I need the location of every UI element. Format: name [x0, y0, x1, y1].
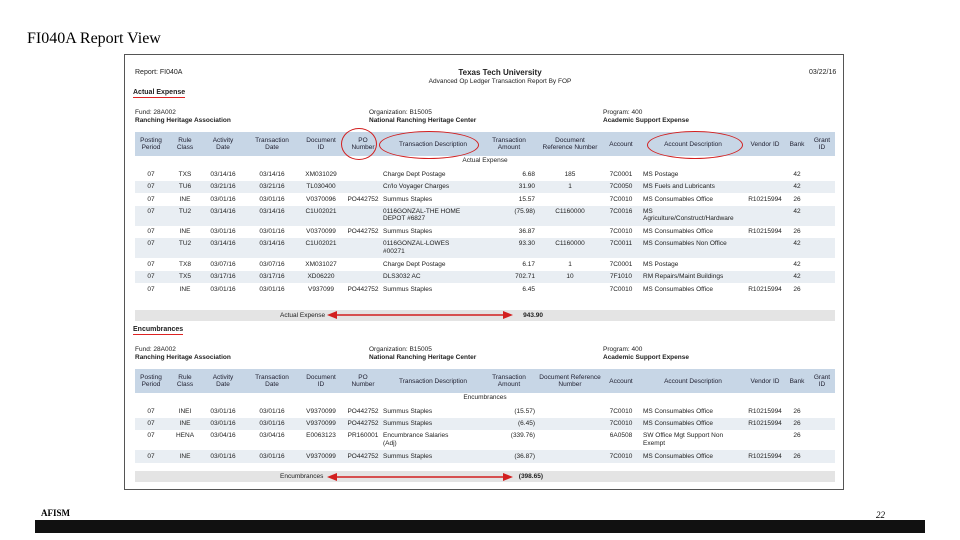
enc-program: Program: 400 — [603, 346, 643, 353]
cell-activity-date: 03/01/16 — [210, 285, 236, 293]
cell-transaction-date: 03/01/16 — [259, 420, 285, 427]
cell-po-number: PO442752 — [347, 420, 379, 427]
cell-bank: 26 — [793, 285, 801, 293]
cell-account: 7C0010 — [609, 228, 633, 235]
header-po-number: PO Number — [351, 137, 375, 151]
cell-bank: 42 — [793, 240, 801, 247]
report-subtitle: Advanced Op Ledger Transaction Report By FOP — [428, 78, 572, 85]
header-transaction-date: Transaction Date — [255, 137, 289, 151]
cell-document-reference: 185 — [564, 170, 576, 178]
report-id: Report: FI040A — [135, 69, 183, 76]
cell-activity-date: 03/04/16 — [210, 432, 236, 439]
table-row — [135, 206, 835, 226]
cell-document-id: TL030400 — [306, 183, 336, 190]
header-transaction-amount: Transaction Amount — [492, 374, 526, 388]
header-transaction-description: Transaction Description — [398, 140, 468, 148]
account-description-annotation-oval — [647, 131, 743, 159]
cell-activity-date: 03/01/16 — [210, 452, 236, 460]
cell-bank: 26 — [793, 420, 801, 427]
cell-account-description: MS Consumables Office — [643, 407, 713, 415]
cell-posting-period: 07 — [147, 170, 155, 178]
header-activity-date: Activity Date — [212, 374, 234, 388]
header-document-id: Document ID — [306, 374, 336, 388]
cell-vendor-id: R10215994 — [748, 285, 782, 293]
header-bank: Bank — [789, 140, 805, 148]
cell-vendor-id: R10215994 — [748, 228, 782, 235]
header-rule-class: Rule Class — [176, 137, 194, 151]
cell-transaction-amount: 6.68 — [522, 170, 535, 178]
cell-transaction-amount: (36.87) — [514, 452, 535, 460]
header-account: Account — [609, 377, 633, 385]
cell-posting-period: 07 — [147, 207, 155, 215]
po-number-annotation-oval — [341, 128, 377, 160]
table-row — [135, 168, 835, 181]
enc-program-name: Academic Support Expense — [603, 354, 689, 361]
cell-transaction-description: Summus Staples — [383, 195, 433, 203]
cell-account-description: MS Consumables Office — [643, 452, 713, 460]
cell-account-description: MS Consumables Non Office — [643, 240, 727, 247]
cell-rule-class: TXS — [178, 170, 192, 178]
header-account-description: Account Description — [664, 140, 722, 148]
cell-document-id: C1U02021 — [305, 207, 337, 215]
actual-total-value: 943.90 — [523, 312, 543, 319]
cell-transaction-date: 03/17/16 — [259, 273, 285, 280]
cell-account: 7C0011 — [609, 240, 633, 247]
cell-posting-period: 07 — [147, 183, 155, 190]
actual-total-label: Actual Expense — [280, 312, 326, 319]
cell-transaction-description: Summus Staples — [383, 420, 433, 427]
report-university: Texas Tech University — [458, 68, 542, 77]
cell-transaction-description: Charge Dept Postage — [383, 260, 446, 268]
table-row — [135, 418, 835, 431]
cell-transaction-amount: 15.57 — [518, 195, 535, 203]
cell-transaction-date: 03/01/16 — [259, 285, 285, 293]
cell-account-description: MS Consumables Office — [643, 195, 713, 203]
table-row — [135, 405, 835, 418]
cell-document-reference: C1160000 — [555, 207, 585, 215]
actual-subheader: Actual Expense — [462, 157, 508, 164]
cell-transaction-amount: 6.17 — [522, 260, 535, 268]
cell-posting-period: 07 — [147, 240, 155, 247]
table-row — [135, 181, 835, 194]
cell-po-number: PO442752 — [347, 452, 379, 460]
cell-activity-date: 03/01/16 — [210, 195, 236, 203]
cell-posting-period: 07 — [147, 260, 155, 268]
cell-transaction-description: Summus Staples — [383, 407, 433, 415]
cell-account: 7C0010 — [609, 407, 633, 415]
cell-document-id: V0370099 — [306, 228, 336, 235]
table-row — [135, 283, 835, 296]
cell-transaction-description: Summus Staples — [383, 285, 433, 293]
cell-document-id: XD06220 — [307, 273, 335, 280]
cell-account-description: MS Consumables Office — [643, 228, 713, 235]
cell-bank: 42 — [793, 207, 801, 215]
actual-fund-name: Ranching Heritage Association — [135, 117, 231, 124]
actual-program-name: Academic Support Expense — [603, 117, 689, 124]
cell-transaction-amount: (75.98) — [514, 207, 535, 215]
cell-account-description: MS Postage — [643, 260, 679, 268]
enc-fund-name: Ranching Heritage Association — [135, 354, 231, 361]
header-document-id: Document ID — [306, 137, 336, 151]
actual-org: Organization: B15005 — [369, 109, 432, 116]
cell-po-number: PO442752 — [347, 285, 379, 293]
cell-account: 7C0016 — [609, 207, 633, 215]
cell-document-id: V937099 — [307, 285, 335, 293]
enc-subheader: Encumbrances — [463, 394, 507, 401]
cell-transaction-amount: 6.45 — [522, 285, 535, 293]
footer-bar — [35, 520, 925, 533]
header-posting-period: Posting Period — [140, 137, 162, 151]
cell-account: 7C0010 — [609, 452, 633, 460]
cell-account-description: MS Fuels and Lubricants — [643, 183, 715, 190]
cell-bank: 26 — [793, 195, 801, 203]
encumbrances-section-label: Encumbrances — [133, 326, 184, 333]
cell-transaction-date: 03/04/16 — [259, 432, 285, 439]
cell-rule-class: TX5 — [179, 273, 191, 280]
header-transaction-amount: Transaction Amount — [492, 137, 526, 151]
cell-bank: 26 — [793, 432, 801, 439]
report-date: 03/22/16 — [809, 69, 837, 76]
cell-document-reference: 1 — [568, 183, 572, 190]
cell-transaction-amount: (339.76) — [510, 432, 535, 439]
cell-rule-class: INE — [179, 285, 191, 293]
cell-transaction-date: 03/01/16 — [259, 407, 285, 415]
page-number: 22 — [876, 510, 885, 520]
cell-vendor-id: R10215994 — [748, 407, 782, 415]
report-screenshot — [124, 54, 844, 490]
cell-transaction-description: Encumbrance Salaries (Adj) — [383, 432, 449, 447]
table-row — [135, 238, 835, 258]
cell-document-reference: 1 — [568, 260, 572, 268]
header-activity-date: Activity Date — [212, 137, 234, 151]
header-grant-id: Grant ID — [813, 137, 831, 151]
header-vendor-id: Vendor ID — [750, 377, 780, 385]
header-po-number: PO Number — [351, 374, 375, 388]
cell-posting-period: 07 — [147, 273, 155, 280]
cell-transaction-date: 03/07/16 — [259, 260, 285, 268]
cell-transaction-description: Cr/Io Voyager Charges — [383, 183, 450, 190]
cell-document-id: V0370096 — [306, 195, 336, 203]
cell-account-description: MS Consumables Office — [643, 285, 713, 293]
cell-account: 7C0050 — [609, 183, 633, 190]
cell-rule-class: HENA — [175, 432, 195, 439]
cell-rule-class: TX8 — [179, 260, 191, 268]
cell-posting-period: 07 — [147, 420, 155, 427]
cell-po-number: PO442752 — [347, 407, 379, 415]
cell-transaction-date: 03/01/16 — [259, 195, 285, 203]
cell-rule-class: TU2 — [178, 240, 192, 247]
cell-account-description: MS Postage — [643, 170, 679, 178]
cell-activity-date: 03/07/16 — [210, 260, 236, 268]
cell-activity-date: 03/21/16 — [210, 183, 236, 190]
cell-account-description: MS Consumables Office — [643, 420, 713, 427]
cell-account: 7C0010 — [609, 285, 633, 293]
cell-posting-period: 07 — [147, 452, 155, 460]
cell-transaction-description: 0116GONZAL-LOWES #00271 — [383, 240, 450, 255]
cell-vendor-id: R10215994 — [748, 420, 782, 427]
table-row — [135, 226, 835, 239]
cell-posting-period: 07 — [147, 195, 155, 203]
cell-transaction-description: Charge Dept Postage — [383, 170, 446, 178]
table-row — [135, 258, 835, 271]
cell-transaction-description: 0116GONZAL-THE HOME DEPOT #6827 — [383, 207, 461, 222]
cell-transaction-description: DLS3032 AC — [383, 273, 421, 280]
cell-vendor-id: R10215994 — [748, 452, 782, 460]
cell-account: 7C0010 — [609, 195, 633, 203]
cell-transaction-amount: 702.71 — [515, 273, 535, 280]
cell-transaction-amount: (15.57) — [514, 407, 535, 415]
table-row — [135, 271, 835, 284]
cell-transaction-date: 03/14/16 — [259, 240, 285, 247]
cell-transaction-amount: 93.30 — [518, 240, 535, 247]
cell-transaction-date: 03/21/16 — [259, 183, 285, 190]
cell-activity-date: 03/01/16 — [210, 420, 236, 427]
cell-po-number: PO442752 — [347, 228, 379, 235]
cell-document-reference: C1160000 — [555, 240, 585, 247]
cell-rule-class: INEI — [178, 407, 192, 415]
cell-po-number: PR160001 — [347, 432, 379, 439]
header-bank: Bank — [789, 377, 805, 385]
cell-rule-class: INE — [179, 195, 191, 203]
cell-account: 7C0010 — [609, 420, 633, 427]
actual-org-name: National Ranching Heritage Center — [369, 117, 477, 124]
header-posting-period: Posting Period — [140, 374, 162, 388]
cell-bank: 42 — [793, 273, 801, 280]
enc-table-header — [135, 369, 835, 393]
cell-account-description: RM Repairs/Maint Buildings — [643, 273, 724, 280]
cell-transaction-date: 03/14/16 — [259, 207, 285, 215]
cell-activity-date: 03/14/16 — [210, 170, 236, 178]
header-document-reference: Document Reference Number — [539, 374, 601, 388]
cell-account-description: MS Agriculture/Construct/Hardware — [643, 207, 734, 222]
cell-document-id: V9370099 — [306, 420, 336, 427]
cell-bank: 42 — [793, 183, 801, 190]
cell-transaction-amount: 36.87 — [518, 228, 535, 235]
cell-bank: 26 — [793, 228, 801, 235]
footer-left-label: AFISM — [41, 508, 70, 518]
cell-bank: 42 — [793, 170, 801, 178]
enc-org-name: National Ranching Heritage Center — [369, 354, 477, 361]
cell-bank: 26 — [793, 452, 801, 460]
actual-fund: Fund: 28A002 — [135, 109, 176, 116]
header-document-reference: Document Reference Number — [542, 137, 598, 151]
cell-transaction-amount: (6.45) — [518, 420, 535, 427]
enc-total-value: (398.65) — [518, 473, 543, 480]
cell-transaction-date: 03/01/16 — [259, 452, 285, 460]
cell-activity-date: 03/14/16 — [210, 207, 236, 215]
header-rule-class: Rule Class — [176, 374, 194, 388]
cell-rule-class: TU2 — [178, 207, 192, 215]
cell-document-id: C1U02021 — [305, 240, 337, 247]
enc-total-arrow — [325, 471, 515, 483]
cell-posting-period: 07 — [147, 228, 155, 235]
cell-rule-class: INE — [179, 228, 191, 235]
header-transaction-description: Transaction Description — [398, 377, 468, 385]
cell-activity-date: 03/01/16 — [210, 228, 236, 235]
cell-transaction-date: 03/14/16 — [259, 170, 285, 178]
cell-bank: 42 — [793, 260, 801, 268]
transaction-description-annotation-oval — [379, 131, 479, 159]
cell-transaction-description: Summus Staples — [383, 228, 433, 235]
table-row — [135, 450, 835, 463]
cell-document-reference: 10 — [566, 273, 574, 280]
actual-section-label: Actual Expense — [133, 89, 186, 96]
cell-document-id: V9370099 — [306, 407, 336, 415]
cell-account-description: SW Office Mgt Support Non Exempt — [643, 432, 724, 447]
cell-document-id: XM031027 — [305, 260, 337, 268]
actual-total-arrow — [325, 309, 515, 321]
enc-total-label: Encumbrances — [280, 473, 324, 480]
cell-activity-date: 03/14/16 — [210, 240, 236, 247]
header-account-description: Account Description — [664, 377, 722, 385]
cell-rule-class: INE — [179, 420, 191, 427]
enc-org: Organization: B15005 — [369, 346, 432, 353]
header-vendor-id: Vendor ID — [750, 140, 780, 148]
cell-posting-period: 07 — [147, 407, 155, 415]
cell-po-number: PO442752 — [347, 195, 379, 203]
cell-rule-class: TU6 — [178, 183, 192, 190]
cell-activity-date: 03/17/16 — [210, 273, 236, 280]
table-row — [135, 193, 835, 206]
header-account: Account — [609, 140, 633, 148]
slide-title: FI040A Report View — [27, 30, 161, 47]
cell-transaction-description: Summus Staples — [383, 452, 433, 460]
cell-activity-date: 03/01/16 — [210, 407, 236, 415]
cell-rule-class: INE — [179, 452, 191, 460]
cell-document-id: V9370099 — [306, 452, 336, 460]
cell-transaction-amount: 31.90 — [518, 183, 535, 190]
cell-account: 7C0001 — [609, 170, 633, 178]
cell-bank: 26 — [793, 407, 801, 415]
cell-vendor-id: R10215994 — [748, 195, 782, 203]
table-row — [135, 430, 835, 450]
header-transaction-date: Transaction Date — [255, 374, 289, 388]
cell-account: 6A0508 — [609, 432, 633, 439]
cell-account: 7F1010 — [609, 273, 633, 280]
cell-document-id: E0063123 — [306, 432, 336, 439]
enc-fund: Fund: 28A002 — [135, 346, 176, 353]
cell-posting-period: 07 — [147, 432, 155, 439]
cell-transaction-date: 03/01/16 — [259, 228, 285, 235]
cell-account: 7C0001 — [609, 260, 633, 268]
cell-document-id: XM031029 — [305, 170, 337, 178]
actual-program: Program: 400 — [603, 109, 643, 116]
header-grant-id: Grant ID — [813, 374, 831, 388]
cell-posting-period: 07 — [147, 285, 155, 293]
